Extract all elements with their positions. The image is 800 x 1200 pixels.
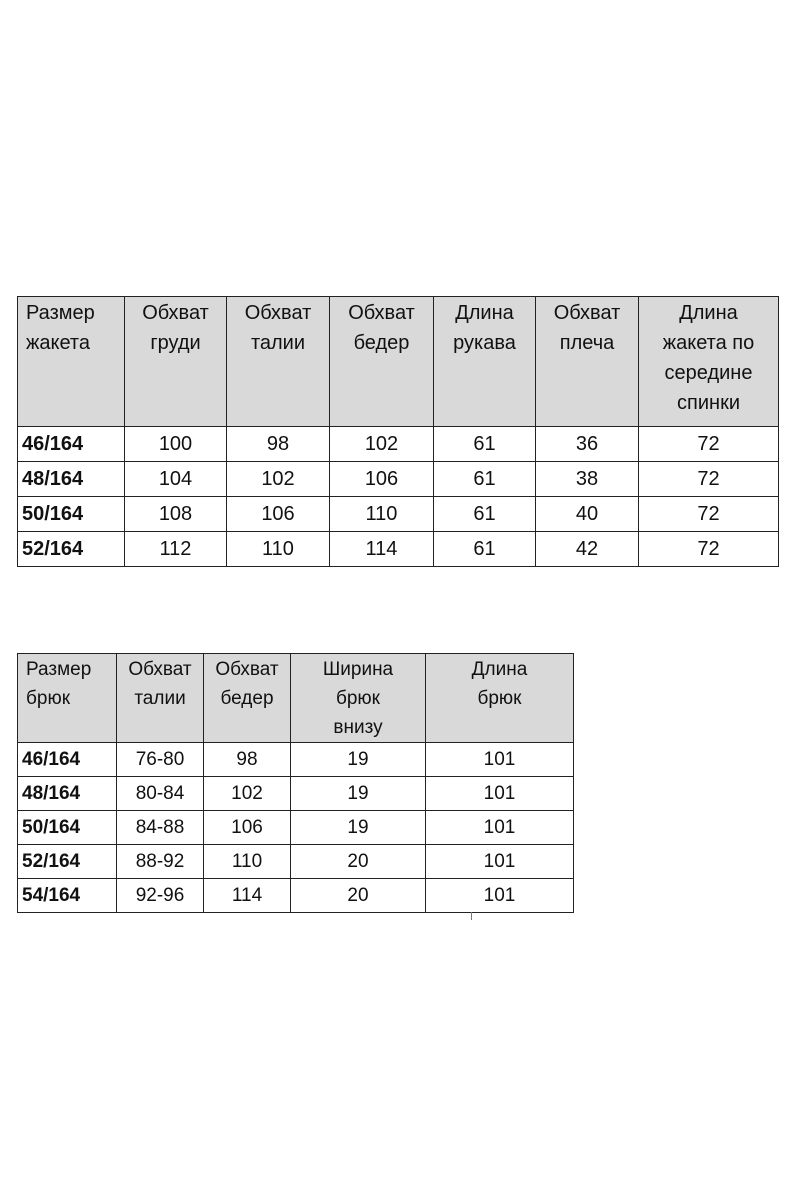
table-row [18,777,574,811]
waist-value: 84-88 [117,811,204,845]
size-cell: 46/164 [18,427,125,462]
jacket-header-row [18,297,779,427]
hip-value: 106 [204,811,291,845]
table-row [18,845,574,879]
stray-mark [471,912,472,920]
table-row [18,743,574,777]
header-waist-girth: Обхват талии [227,297,330,427]
shoulder-value: 40 [536,497,639,532]
table-row [18,462,779,497]
length-value: 101 [426,743,574,777]
waist-value: 80-84 [117,777,204,811]
length-value: 72 [639,462,779,497]
waist-value: 110 [227,532,330,567]
jacket-size-table [17,296,779,567]
header-trousers-size: Размер брюк [18,654,117,743]
hip-value: 102 [330,427,434,462]
length-value: 72 [639,497,779,532]
sleeve-value: 61 [434,497,536,532]
size-cell: 48/164 [18,777,117,811]
size-cell: 50/164 [18,811,117,845]
sleeve-value: 61 [434,532,536,567]
waist-value: 76-80 [117,743,204,777]
header-jacket-length: Длина жакета по середине спинки [639,297,779,427]
length-value: 101 [426,879,574,913]
waist-value: 92-96 [117,879,204,913]
header-bottom-width: Ширина брюк внизу [291,654,426,743]
waist-value: 88-92 [117,845,204,879]
waist-value: 102 [227,462,330,497]
hip-value: 110 [330,497,434,532]
size-cell: 52/164 [18,532,125,567]
hip-value: 114 [204,879,291,913]
hip-value: 114 [330,532,434,567]
header-trousers-length: Длина брюк [426,654,574,743]
size-cell: 46/164 [18,743,117,777]
table-row [18,879,574,913]
table-row [18,427,779,462]
table-row [18,497,779,532]
trousers-size-table [17,653,574,913]
chest-value: 104 [125,462,227,497]
shoulder-value: 36 [536,427,639,462]
table-row [18,532,779,567]
waist-value: 106 [227,497,330,532]
length-value: 72 [639,427,779,462]
waist-value: 98 [227,427,330,462]
header-shoulder-girth: Обхват плеча [536,297,639,427]
chest-value: 112 [125,532,227,567]
hip-value: 110 [204,845,291,879]
sleeve-value: 61 [434,462,536,497]
hip-value: 98 [204,743,291,777]
header-chest-girth: Обхват груди [125,297,227,427]
header-waist-girth: Обхват талии [117,654,204,743]
length-value: 101 [426,811,574,845]
bottom-width-value: 19 [291,743,426,777]
bottom-width-value: 20 [291,879,426,913]
bottom-width-value: 19 [291,811,426,845]
length-value: 72 [639,532,779,567]
length-value: 101 [426,845,574,879]
sleeve-value: 61 [434,427,536,462]
chest-value: 108 [125,497,227,532]
table-row [18,811,574,845]
size-cell: 48/164 [18,462,125,497]
shoulder-value: 42 [536,532,639,567]
hip-value: 106 [330,462,434,497]
length-value: 101 [426,777,574,811]
hip-value: 102 [204,777,291,811]
bottom-width-value: 20 [291,845,426,879]
shoulder-value: 38 [536,462,639,497]
size-cell: 50/164 [18,497,125,532]
bottom-width-value: 19 [291,777,426,811]
header-hip-girth: Обхват бедер [204,654,291,743]
header-sleeve-length: Длина рукава [434,297,536,427]
trousers-header-row [18,654,574,743]
size-cell: 54/164 [18,879,117,913]
chest-value: 100 [125,427,227,462]
header-jacket-size: Размер жакета [18,297,125,427]
header-hip-girth: Обхват бедер [330,297,434,427]
size-cell: 52/164 [18,845,117,879]
